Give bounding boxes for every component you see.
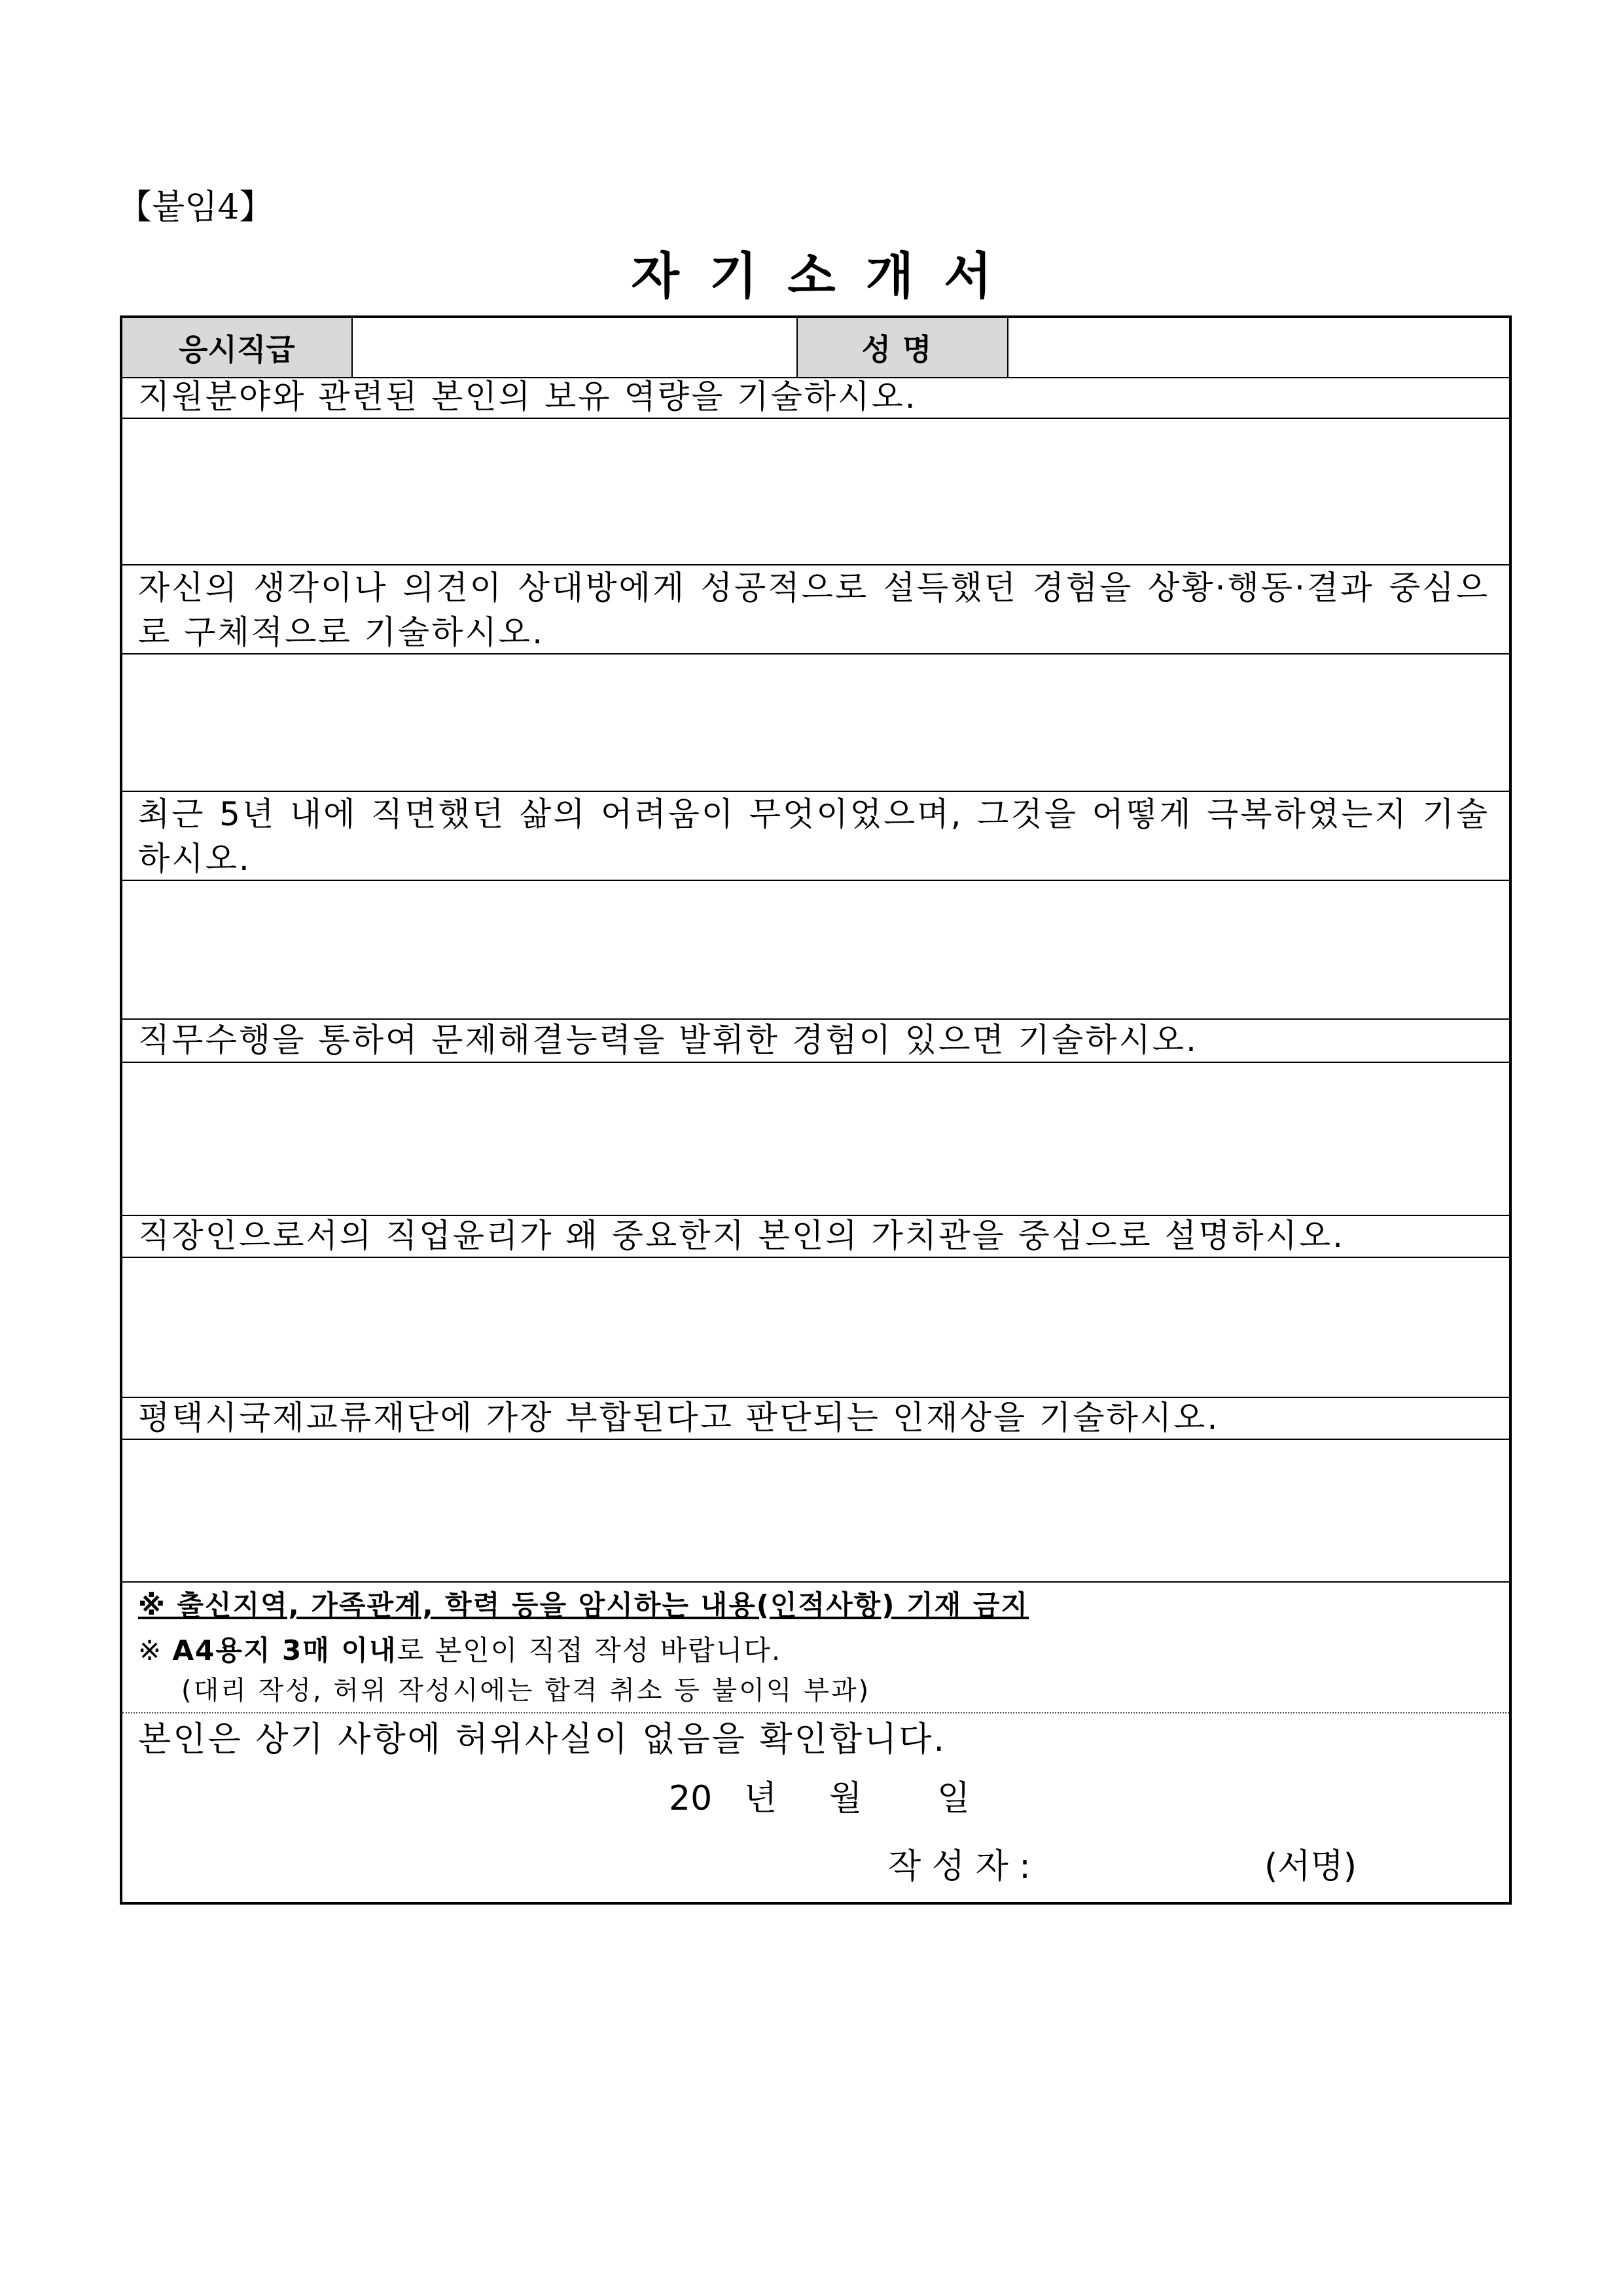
question-6: 평택시국제교류재단에 가장 부합된다고 판단되는 인재상을 기술하시오. <box>122 1398 1509 1440</box>
position-label: 응시직급 <box>122 318 353 377</box>
date-month-label: 월 <box>829 1779 863 1818</box>
answer-3-field[interactable] <box>122 881 1509 1020</box>
date-year-prefix: 20 <box>669 1779 713 1818</box>
answer-4-field[interactable] <box>122 1063 1509 1216</box>
question-5: 직장인으로서의 직업윤리가 왜 중요한지 본인의 가치관을 중심으로 설명하시오. <box>122 1216 1509 1258</box>
self-introduction-form <box>120 315 1512 1905</box>
question-1: 지원분야와 관련된 본인의 보유 역량을 기술하시오. <box>122 377 1509 419</box>
answer-5-field[interactable] <box>122 1258 1509 1398</box>
question-4: 직무수행을 통하여 문제해결능력을 발휘한 경험이 있으면 기술하시오. <box>122 1020 1509 1063</box>
answer-1-field[interactable] <box>122 419 1509 565</box>
notice-section <box>122 1583 1509 1713</box>
date-year-label: 년 <box>744 1779 777 1818</box>
notice-line-2 <box>138 1631 781 1670</box>
name-field[interactable] <box>1008 318 1509 377</box>
notice-line-2-rest: 로 본인이 직접 작성 바랍니다. <box>397 1634 782 1666</box>
answer-2-field[interactable] <box>122 655 1509 792</box>
notice-line-1: ※ 출신지역, 가족관계, 학력 등을 암시하는 내용(인적사항) 기재 금지 <box>138 1589 1029 1621</box>
attachment-label: 【붙임4】 <box>118 188 274 227</box>
date-day-label: 일 <box>937 1779 971 1818</box>
writer-label: 작 성 자 : <box>888 1847 1031 1886</box>
signature-label[interactable]: (서명) <box>1264 1847 1357 1886</box>
question-2: 자신의 생각이나 의견이 상대방에게 성공적으로 설득했던 경험을 상황·행동·결과 중심으로 구체적으로 기술하시오. <box>122 565 1509 655</box>
position-field[interactable] <box>353 318 798 377</box>
answer-6-field[interactable] <box>122 1440 1509 1583</box>
notice-page-limit: A4용지 3매 이내 <box>172 1634 397 1666</box>
confirm-statement: 본인은 상기 사항에 허위사실이 없음을 확인합니다. <box>138 1720 947 1759</box>
question-3: 최근 5년 내에 직면했던 삶의 어려움이 무엇이었으며, 그것을 어떻게 극복하였는지 기술하시오. <box>122 792 1509 881</box>
name-label: 성명 <box>798 318 1008 377</box>
header-row <box>122 318 1509 378</box>
notice-mark: ※ <box>138 1634 173 1666</box>
document-title: 자기소개서 <box>631 247 1022 305</box>
notice-line-3: (대리 작성, 허위 작성시에는 합격 취소 등 불이익 부과) <box>181 1676 871 1706</box>
